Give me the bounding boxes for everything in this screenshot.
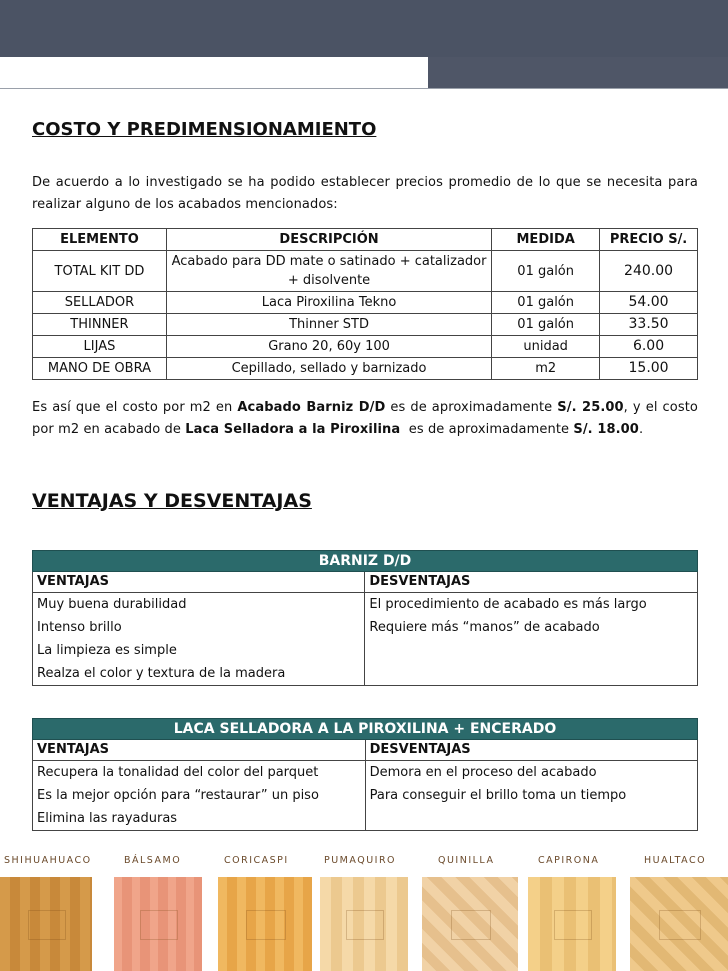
list-item: Para conseguir el brillo toma un tiempo bbox=[369, 788, 627, 803]
wood-label-balsamo: BÁLSAMO bbox=[124, 855, 182, 866]
table-row bbox=[33, 358, 698, 380]
laca-ventajas-label: VENTAJAS bbox=[33, 740, 366, 761]
header-descripcion: DESCRIPCIÓN bbox=[166, 229, 491, 251]
header-accent-block bbox=[428, 57, 728, 88]
cost-table bbox=[32, 228, 698, 380]
barniz-table bbox=[32, 550, 698, 686]
cell-elemento: THINNER bbox=[33, 314, 167, 336]
cell-precio: 33.50 bbox=[600, 314, 698, 336]
cell-medida: unidad bbox=[492, 336, 600, 358]
summary-text: . bbox=[638, 422, 644, 437]
cell-descripcion: Grano 20, 60y 100 bbox=[166, 336, 491, 358]
list-item: Es la mejor opción para “restaurar” un piso bbox=[37, 788, 319, 803]
wood-sample-quinilla bbox=[422, 877, 518, 971]
list-item: Realza el color y textura de la madera bbox=[37, 666, 286, 681]
list-item: Recupera la tonalidad del color del parquet bbox=[37, 765, 319, 780]
cell-precio: 54.00 bbox=[600, 292, 698, 314]
table-row bbox=[33, 251, 698, 292]
cell-medida: 01 galón bbox=[492, 314, 600, 336]
summary-bold: S/. 18.00 bbox=[573, 422, 639, 437]
laca-desventajas-list bbox=[365, 761, 697, 831]
laca-table bbox=[32, 718, 698, 831]
summary-text: es de aproximadamente bbox=[400, 422, 574, 437]
cost-table-header bbox=[33, 229, 698, 251]
table-row bbox=[33, 336, 698, 358]
cell-precio: 6.00 bbox=[600, 336, 698, 358]
barniz-desventajas-list bbox=[365, 593, 698, 686]
wood-label-capirona: CAPIRONA bbox=[538, 855, 600, 866]
wood-label-quinilla: QUINILLA bbox=[438, 855, 495, 866]
header-medida: MEDIDA bbox=[492, 229, 600, 251]
list-item: Demora en el proceso del acabado bbox=[369, 765, 597, 780]
wood-label-coricaspi: CORICASPI bbox=[224, 855, 289, 866]
wood-label-shihuahuaco: SHIHUAHUACO bbox=[4, 855, 92, 866]
list-item: Requiere más “manos” de acabado bbox=[369, 620, 600, 635]
table-row bbox=[33, 292, 698, 314]
intro-paragraph: De acuerdo a lo investigado se ha podido establecer precios promedio de lo que se necesita para realizar alguno de los acabados mencionados: bbox=[32, 175, 698, 212]
laca-ventajas-list bbox=[33, 761, 366, 831]
barniz-title: BARNIZ D/D bbox=[33, 551, 698, 572]
barniz-ventajas-label: VENTAJAS bbox=[33, 572, 365, 593]
section-title-ventajas: VENTAJAS Y DESVENTAJAS bbox=[32, 490, 312, 512]
wood-sample-coricaspi bbox=[218, 877, 312, 971]
header-elemento: ELEMENTO bbox=[33, 229, 167, 251]
cell-elemento: TOTAL KIT DD bbox=[33, 251, 167, 292]
summary-text: Es así que el costo por m2 en bbox=[32, 400, 238, 415]
header-divider bbox=[0, 88, 728, 89]
summary-bold: Acabado Barniz D/D bbox=[237, 400, 386, 415]
cell-precio: 15.00 bbox=[600, 358, 698, 380]
barniz-desventajas-label: DESVENTAJAS bbox=[365, 572, 698, 593]
list-item: Muy buena durabilidad bbox=[37, 597, 187, 612]
summary-bold: S/. 25.00 bbox=[557, 400, 624, 415]
cell-descripcion: Cepillado, sellado y barnizado bbox=[166, 358, 491, 380]
laca-title: LACA SELLADORA A LA PIROXILINA + ENCERADO bbox=[33, 719, 698, 740]
cell-descripcion: Laca Piroxilina Tekno bbox=[166, 292, 491, 314]
wood-samples bbox=[0, 855, 728, 971]
header-bar bbox=[0, 0, 728, 57]
table-row bbox=[33, 314, 698, 336]
cell-precio: 240.00 bbox=[600, 251, 698, 292]
barniz-ventajas-list bbox=[33, 593, 365, 686]
list-item: La limpieza es simple bbox=[37, 643, 177, 658]
cell-elemento: MANO DE OBRA bbox=[33, 358, 167, 380]
laca-desventajas-label: DESVENTAJAS bbox=[365, 740, 697, 761]
cell-elemento: SELLADOR bbox=[33, 292, 167, 314]
wood-label-pumaquiro: PUMAQUIRO bbox=[324, 855, 397, 866]
list-item: Intenso brillo bbox=[37, 620, 122, 635]
summary-text: es de aproximadamente bbox=[385, 400, 558, 415]
wood-label-hualtaco: HUALTACO bbox=[644, 855, 707, 866]
wood-sample-capirona bbox=[528, 877, 616, 971]
summary-bold: Laca Selladora a la Piroxilina bbox=[185, 422, 401, 437]
cell-descripcion: Thinner STD bbox=[166, 314, 491, 336]
header-precio: PRECIO S/. bbox=[600, 229, 698, 251]
cell-elemento: LIJAS bbox=[33, 336, 167, 358]
wood-sample-balsamo bbox=[114, 877, 202, 971]
cell-medida: 01 galón bbox=[492, 292, 600, 314]
list-item: El procedimiento de acabado es más largo bbox=[369, 597, 647, 612]
cell-medida: m2 bbox=[492, 358, 600, 380]
cell-descripcion: Acabado para DD mate o satinado + catalizador + disolvente bbox=[166, 251, 491, 292]
summary-paragraph bbox=[32, 397, 698, 441]
summary-text: , y el costo por m2 en acabado de bbox=[32, 400, 698, 437]
wood-sample-hualtaco bbox=[630, 877, 728, 971]
cell-medida: 01 galón bbox=[492, 251, 600, 292]
section-title-costo: COSTO Y PREDIMENSIONAMIENTO bbox=[32, 119, 377, 140]
list-item: Elimina las rayaduras bbox=[37, 811, 178, 826]
wood-sample-shihuahuaco bbox=[0, 877, 92, 971]
wood-sample-pumaquiro bbox=[320, 877, 408, 971]
